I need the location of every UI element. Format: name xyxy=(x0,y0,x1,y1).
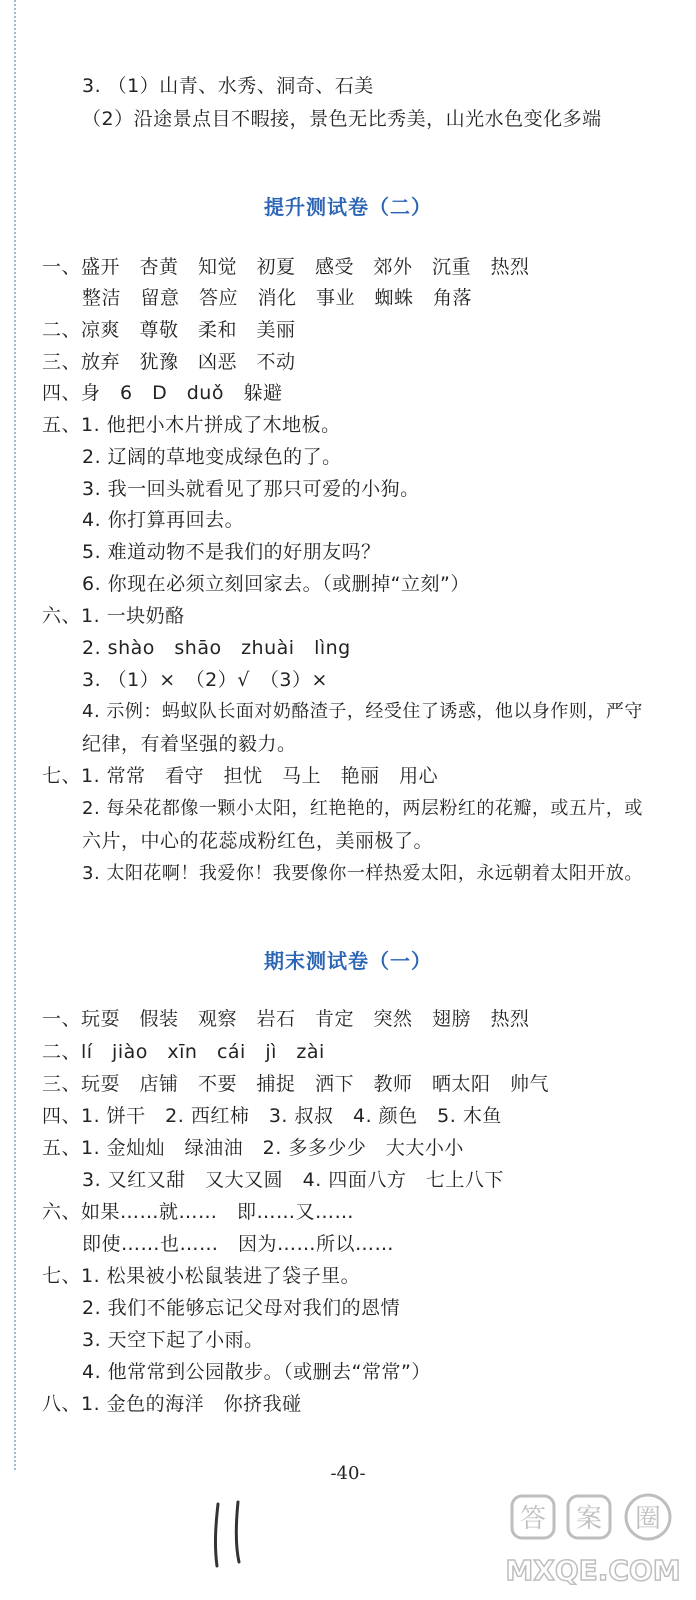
answer-line: 三、玩耍 店铺 不要 捕捉 洒下 教师 晒太阳 帅气 xyxy=(42,1073,550,1095)
answer-line: 一、盛开 杏黄 知觉 初夏 感受 郊外 沉重 热烈 xyxy=(42,256,530,278)
section-title-final-test-1: 期末测试卷（一） xyxy=(264,949,432,973)
prev-answer-line: 3. （1）山青、水秀、洞奇、石美 xyxy=(82,75,374,97)
answer-line: 3. 天空下起了小雨。 xyxy=(82,1329,264,1351)
answer-line: 3. 又红又甜 又大又圆 4. 四面八方 七上八下 xyxy=(82,1169,504,1191)
answer-line: 4. 你打算再回去。 xyxy=(82,509,245,531)
svg-text:答: 答 xyxy=(519,1504,547,1534)
prev-answer-line: （2）沿途景点目不暇接，景色无比秀美，山光水色变化多端 xyxy=(82,108,602,130)
answer-line: 3. 我一回头就看见了那只可爱的小狗。 xyxy=(82,478,420,500)
answer-line: 6. 你现在必须立刻回家去。（或删掉“立刻”） xyxy=(82,573,470,595)
answer-line: 六片，中心的花蕊成粉红色，美丽极了。 xyxy=(82,830,434,852)
answer-line: 2. 每朵花都像一颗小太阳，红艳艳的，两层粉红的花瓣，或五片，或 xyxy=(82,798,643,819)
handwritten-mark xyxy=(208,1500,252,1570)
svg-text:MXQE.COM: MXQE.COM xyxy=(505,1554,681,1587)
answer-line: 即使……也…… 因为……所以…… xyxy=(82,1233,395,1255)
svg-text:圈: 圈 xyxy=(634,1504,662,1534)
answer-line: 2. 辽阔的草地变成绿色的了。 xyxy=(82,446,342,468)
page-number: -40- xyxy=(330,1463,366,1484)
answer-line: 4. 示例：蚂蚁队长面对奶酪渣子，经受住了诱惑，他以身作则，严守 xyxy=(82,701,643,722)
answer-line: 一、玩耍 假装 观察 岩石 肯定 突然 翅膀 热烈 xyxy=(42,1008,530,1030)
binding-dotted-line xyxy=(14,0,16,1470)
answer-line: 3. 太阳花啊！我爱你！我要像你一样热爱太阳，永远朝着太阳开放。 xyxy=(82,863,643,884)
answer-line: 八、1. 金色的海洋 你挤我碰 xyxy=(42,1393,302,1415)
answer-line: 2. 我们不能够忘记父母对我们的恩情 xyxy=(82,1297,401,1319)
answer-line: 2. shào shāo zhuài lìng xyxy=(82,637,351,659)
answer-line: 纪律，有着坚强的毅力。 xyxy=(82,733,297,755)
answer-line: 5. 难道动物不是我们的好朋友吗？ xyxy=(82,541,381,563)
answer-line: 整洁 留意 答应 消化 事业 蜘蛛 角落 xyxy=(82,287,473,309)
answer-line: 七、1. 松果被小松鼠装进了袋子里。 xyxy=(42,1265,361,1287)
answer-line: 二、凉爽 尊敬 柔和 美丽 xyxy=(42,319,296,341)
watermark-logo xyxy=(498,1480,688,1594)
section-title-improve-test-2: 提升测试卷（二） xyxy=(264,195,432,219)
answer-line: 五、1. 他把小木片拼成了木地板。 xyxy=(42,414,341,436)
answer-line: 二、lí jiào xīn cái jì zài xyxy=(42,1041,325,1063)
answer-line: 四、1. 饼干 2. 西红柿 3. 叔叔 4. 颜色 5. 木鱼 xyxy=(42,1105,502,1127)
answer-line: 4. 他常常到公园散步。（或删去“常常”） xyxy=(82,1361,431,1383)
answer-line: 三、放弃 犹豫 凶恶 不动 xyxy=(42,351,296,373)
answer-line: 七、1. 常常 看守 担忧 马上 艳丽 用心 xyxy=(42,765,439,787)
answer-line: 五、1. 金灿灿 绿油油 2. 多多少少 大大小小 xyxy=(42,1137,464,1159)
answer-line: 六、1. 一块奶酪 xyxy=(42,605,185,627)
svg-text:案: 案 xyxy=(575,1504,603,1534)
answer-line: 六、如果……就…… 即……又…… xyxy=(42,1201,355,1223)
answer-line: 3. （1）× （2）√ （3）× xyxy=(82,669,328,691)
answer-line: 四、身 6 D duǒ 躲避 xyxy=(42,382,283,404)
